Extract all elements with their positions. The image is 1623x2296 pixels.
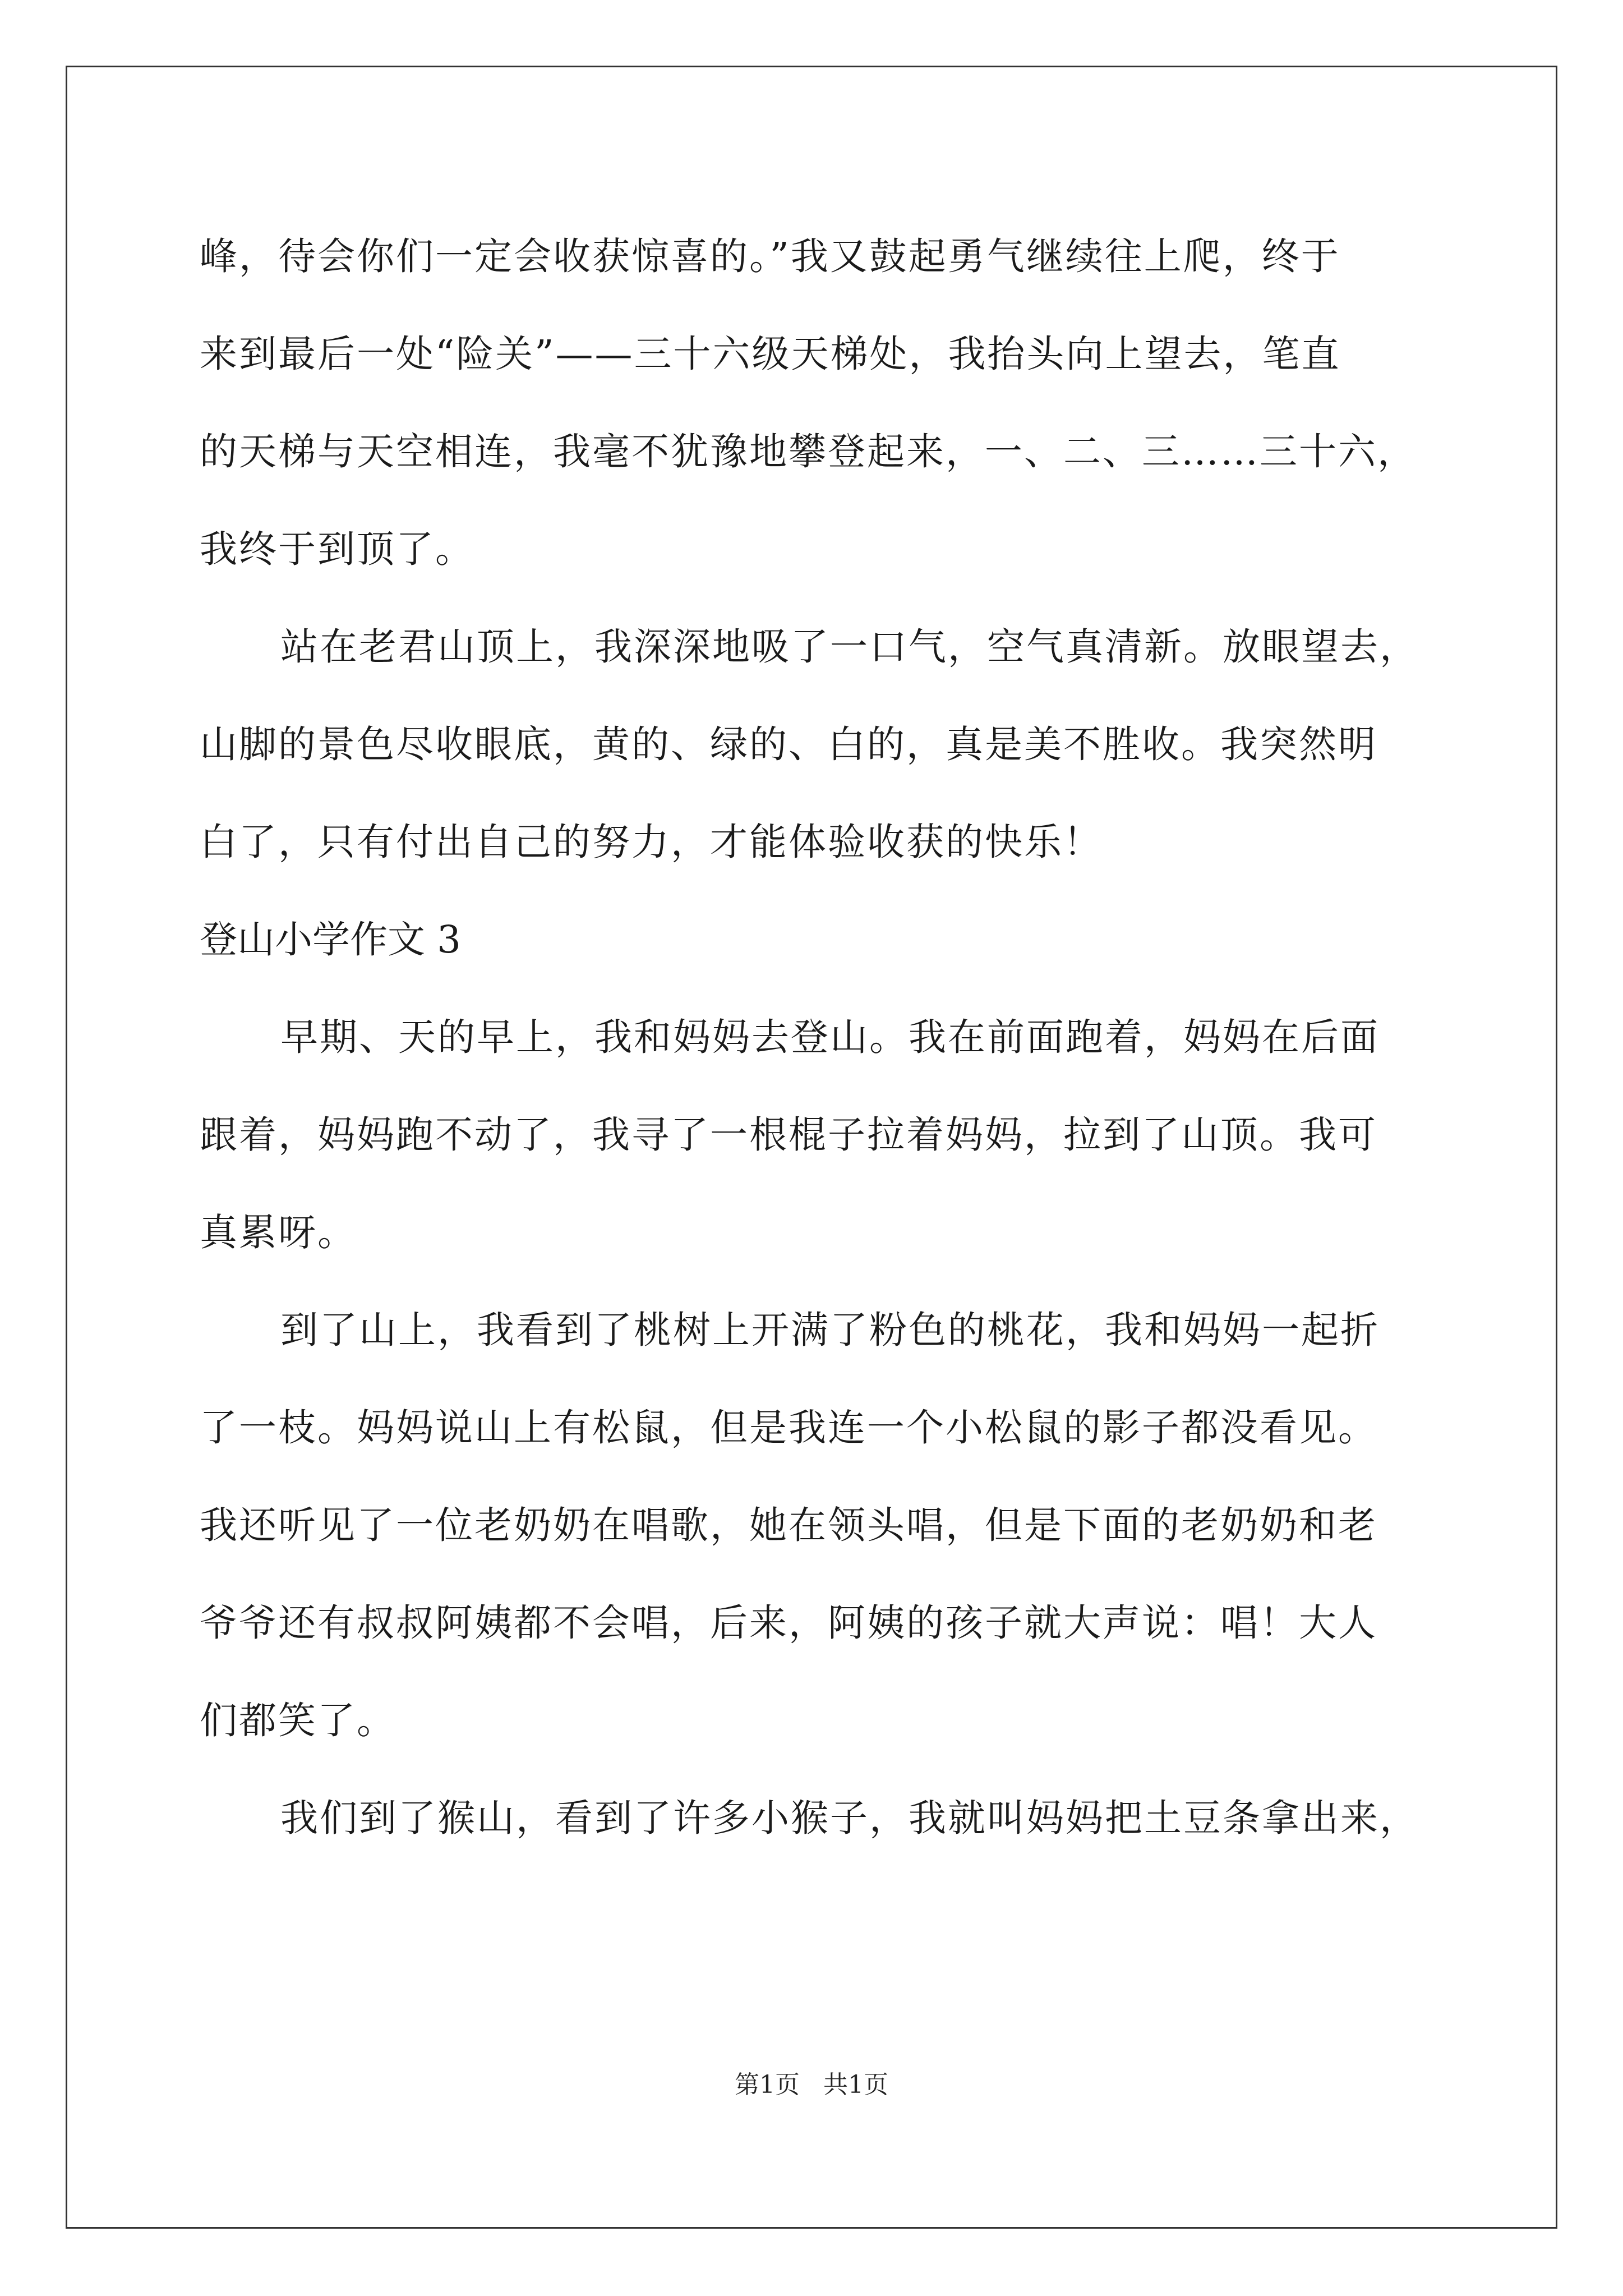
text-line: 们都笑了。: [200, 1699, 396, 1742]
page-footer: 第1页 共1页: [735, 2070, 888, 2099]
text-line: 真累呀。: [200, 1211, 357, 1254]
text-line: 爷爷还有叔叔阿姨都不会唱，后来，阿姨的孩子就大声说：唱！大人: [200, 1601, 1377, 1645]
paragraph-start-line: 我们到了猴山，看到了许多小猴子，我就叫妈妈把土豆条拿出来，: [280, 1796, 1419, 1840]
text-line: 白了，只有付出自己的努力，才能体验收获的快乐！: [200, 820, 1103, 864]
paragraph-start-line: 站在老君山顶上，我深深地吸了一口气，空气真清新。放眼望去，: [280, 625, 1419, 669]
text-line: 来到最后一处“险关”——三十六级天梯处，我抬头向上望去，笔直: [200, 332, 1341, 376]
text-line: 我终于到顶了。: [200, 527, 474, 571]
document-body: [200, 208, 1433, 1867]
text-line: 了一枝。妈妈说山上有松鼠，但是我连一个小松鼠的影子都没看见。: [200, 1406, 1377, 1450]
text-line: 峰，待会你们一定会收获惊喜的。”我又鼓起勇气继续往上爬，终于: [200, 234, 1340, 278]
text-line: 山脚的景色尽收眼底，黄的、绿的、白的，真是美不胜收。我突然明: [200, 723, 1377, 766]
paragraph-start-line: 早期、天的早上，我和妈妈去登山。我在前面跑着，妈妈在后面: [280, 1015, 1380, 1059]
text-line: 我还听见了一位老奶奶在唱歌，她在领头唱，但是下面的老奶奶和老: [200, 1503, 1377, 1547]
paragraph-start-line: 到了山上，我看到了桃树上开满了粉色的桃花，我和妈妈一起折: [280, 1308, 1380, 1352]
text-line: 的天梯与天空相连，我毫不犹豫地攀登起来，一、二、三……三十六，: [200, 430, 1417, 473]
section-heading: 登山小学作文 3: [200, 918, 461, 961]
text-line: 跟着，妈妈跑不动了，我寻了一根棍子拉着妈妈，拉到了山顶。我可: [200, 1113, 1377, 1157]
